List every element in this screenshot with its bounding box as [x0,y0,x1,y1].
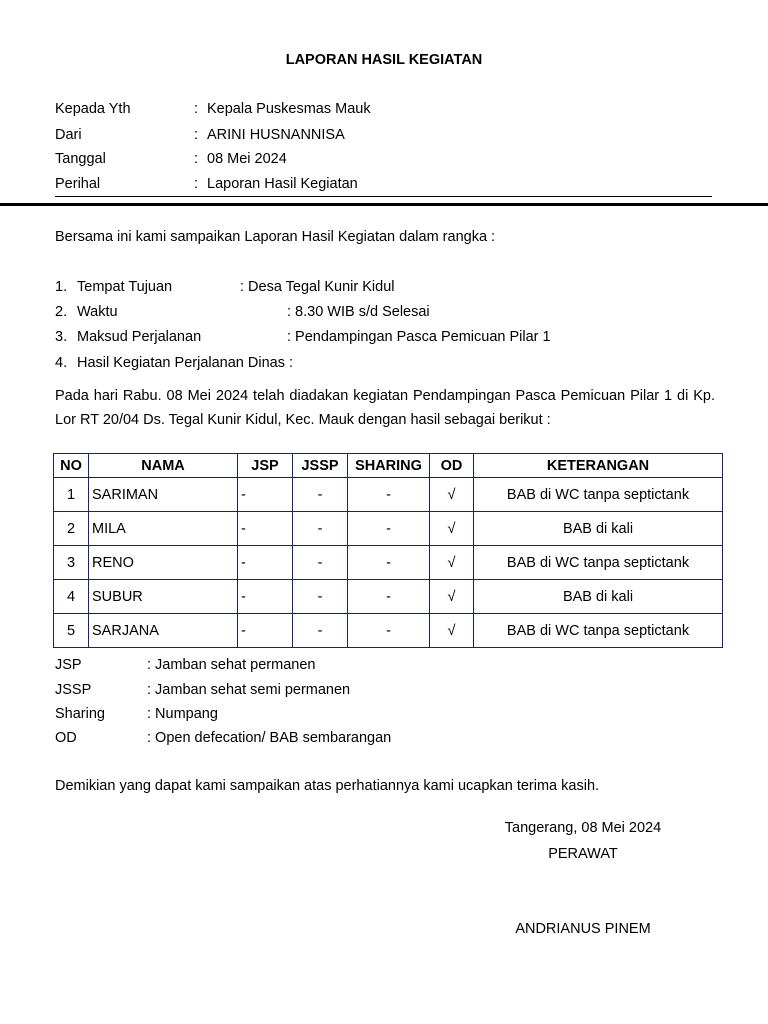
cell-od: √ [430,614,474,648]
cell-od: √ [430,580,474,614]
item-number: 4. [55,355,68,371]
results-table [53,453,723,648]
cell-keterangan: BAB di kali [474,580,723,614]
legend-definition: : Numpang [147,706,218,722]
legend-definition: : Jamban sehat semi permanen [147,682,351,698]
table-row [54,580,723,614]
item-number: 2. [55,304,68,320]
header-colon: : [194,101,199,117]
cell-nama: SARJANA [89,614,238,648]
cell-jsp: - [238,580,293,614]
header-label: Kepada Yth [55,101,131,117]
column-header: SHARING [348,454,430,478]
header-divider-thick [0,203,768,206]
cell-sharing: - [348,546,430,580]
item-label: Waktu [77,304,118,320]
header-colon: : [194,176,199,192]
header-label: Perihal [55,176,101,192]
signature-name: ANDRIANUS PINEM [515,921,651,937]
table-row [54,512,723,546]
legend-term: JSSP [55,682,92,698]
signature-role: PERAWAT [548,846,618,862]
item-number: 1. [55,279,68,295]
header-value: Laporan Hasil Kegiatan [207,176,358,192]
cell-no: 4 [54,580,89,614]
column-header: JSSP [293,454,348,478]
cell-jssp: - [293,478,348,512]
cell-nama: RENO [89,546,238,580]
cell-nama: SARIMAN [89,478,238,512]
header-value: ARINI HUSNANNISA [207,127,345,143]
table-row [54,546,723,580]
column-header: NAMA [89,454,238,478]
cell-no: 1 [54,478,89,512]
item-label: Tempat Tujuan [77,279,173,295]
column-header: OD [430,454,474,478]
cell-od: √ [430,478,474,512]
cell-no: 2 [54,512,89,546]
intro-text: Bersama ini kami sampaikan Laporan Hasil Kegiatan dalam rangka : [55,229,496,245]
cell-no: 5 [54,614,89,648]
cell-keterangan: BAB di WC tanpa septictank [474,614,723,648]
table-row [54,614,723,648]
item-label: Hasil Kegiatan Perjalanan Dinas : [77,355,294,371]
cell-od: √ [430,512,474,546]
cell-jssp: - [293,614,348,648]
legend-term: OD [55,730,77,746]
cell-nama: SUBUR [89,580,238,614]
column-header: NO [54,454,89,478]
legend-definition: : Open defecation/ BAB sembarangan [147,730,392,746]
signature-place-date: Tangerang, 08 Mei 2024 [504,820,662,836]
table-header-row [54,454,723,478]
legend-term: JSP [55,657,82,673]
header-colon: : [194,127,199,143]
item-value: : Pendampingan Pasca Pemicuan Pilar 1 [287,329,551,345]
item-value: : Desa Tegal Kunir Kidul [240,279,395,295]
item-value: : 8.30 WIB s/d Selesai [287,304,430,320]
cell-sharing: - [348,478,430,512]
column-header: KETERANGAN [474,454,723,478]
closing-text: Demikian yang dapat kami sampaikan atas perhatiannya kami ucapkan terima kasih. [55,778,600,794]
header-value: 08 Mei 2024 [207,151,287,167]
header-divider [55,196,712,197]
cell-jsp: - [238,512,293,546]
header-label: Tanggal [55,151,106,167]
cell-jsp: - [238,546,293,580]
cell-jsp: - [238,614,293,648]
table-row [54,478,723,512]
cell-keterangan: BAB di kali [474,512,723,546]
column-header: JSP [238,454,293,478]
header-value: Kepala Puskesmas Mauk [207,101,371,117]
header-label: Dari [55,127,82,143]
cell-keterangan: BAB di WC tanpa septictank [474,478,723,512]
header-colon: : [194,151,199,167]
item-label: Maksud Perjalanan [77,329,202,345]
cell-no: 3 [54,546,89,580]
cell-od: √ [430,546,474,580]
cell-sharing: - [348,512,430,546]
cell-jssp: - [293,512,348,546]
result-paragraph: Pada hari Rabu. 08 Mei 2024 telah diadakan kegiatan Pendampingan Pasca Pemicuan Pilar 1 di Kp. Lor RT 20/04 Ds. Tegal Kunir Kidul, Kec. Mauk dengan hasil sebagai berikut : [55,388,715,428]
legend-definition: : Jamban sehat permanen [147,657,316,673]
cell-jssp: - [293,546,348,580]
item-number: 3. [55,329,68,345]
cell-nama: MILA [89,512,238,546]
document-title: LAPORAN HASIL KEGIATAN [285,52,483,68]
legend-term: Sharing [55,706,105,722]
cell-jsp: - [238,478,293,512]
cell-jssp: - [293,580,348,614]
cell-keterangan: BAB di WC tanpa septictank [474,546,723,580]
cell-sharing: - [348,614,430,648]
cell-sharing: - [348,580,430,614]
